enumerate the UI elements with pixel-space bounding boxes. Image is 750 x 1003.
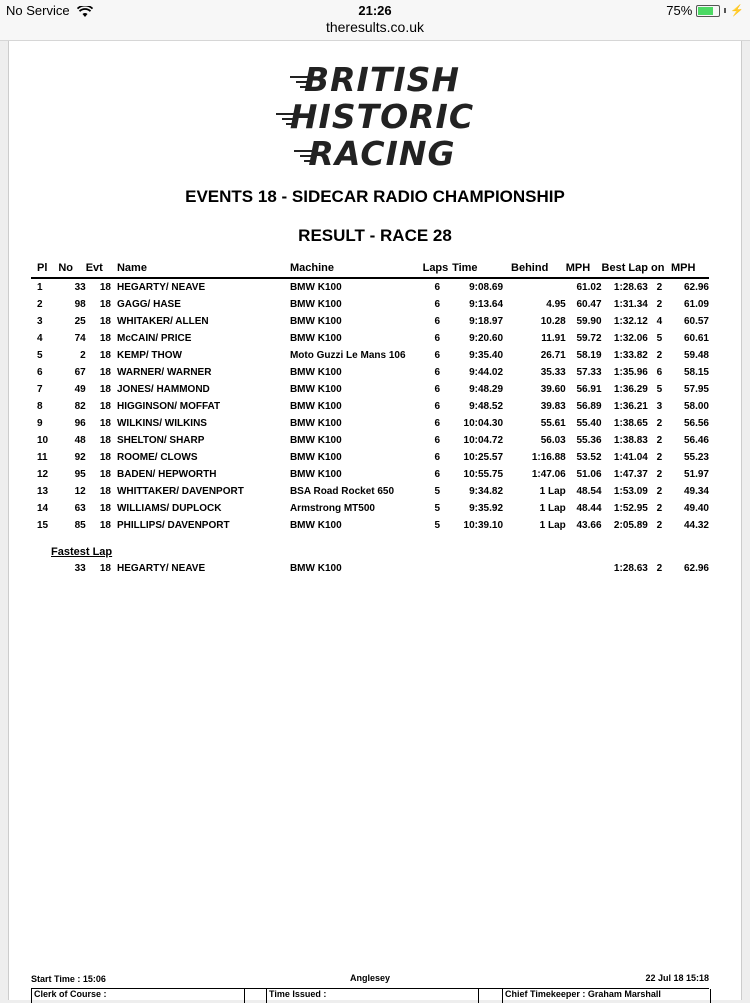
cell-evt: 18	[99, 503, 111, 514]
fastest-lap-table	[31, 560, 709, 577]
carrier-label: No Service	[6, 3, 70, 18]
cell-on: 2	[656, 486, 663, 497]
address-bar[interactable]: theresults.co.uk	[325, 19, 425, 35]
cell-mph: 60.47	[576, 299, 602, 310]
results-body	[31, 278, 709, 534]
cell-name: JONES/ HAMMOND	[116, 384, 210, 395]
table-row	[31, 296, 709, 313]
cell-best-lap: 2:05.89	[613, 520, 648, 531]
clerk-of-course: Clerk of Course :	[31, 989, 239, 1003]
cell-time: 9:13.64	[469, 299, 504, 310]
cell-name: HIGGINSON/ MOFFAT	[116, 401, 221, 412]
cell-best-lap: 1:33.82	[613, 350, 648, 361]
cell-no: 67	[74, 367, 86, 378]
cell-behind: 39.83	[540, 401, 566, 412]
cell-best-lap: 1:28.63	[613, 282, 648, 293]
cell-pl: 6	[37, 367, 43, 378]
cell-best-mph: 60.61	[683, 333, 709, 344]
cell-name: SHELTON/ SHARP	[116, 435, 205, 446]
cell-mph: 59.90	[576, 316, 602, 327]
col-time: Time	[452, 261, 511, 278]
cell-behind: 4.95	[546, 299, 566, 310]
cell-laps: 6	[434, 418, 441, 429]
cell-machine: BSA Road Rocket 650	[289, 486, 395, 497]
table-row	[31, 278, 709, 296]
cell-best-lap: 1:53.09	[613, 486, 648, 497]
cell-best-mph: 58.15	[683, 367, 709, 378]
logo-line-2: HISTORIC	[9, 98, 741, 135]
venue: Anglesey	[349, 973, 391, 983]
cell-behind: 1:47.06	[531, 469, 566, 480]
cell-evt: 18	[99, 367, 111, 378]
cell-behind: 55.61	[540, 418, 566, 429]
cell-pl: 15	[37, 520, 49, 531]
cell-no: 2	[80, 350, 86, 361]
cell-best-mph: 61.09	[683, 299, 709, 310]
cell-name: ROOME/ CLOWS	[116, 452, 198, 463]
cell-evt: 18	[99, 452, 111, 463]
cell-name: WHITAKER/ ALLEN	[116, 316, 209, 327]
cell-no: 95	[74, 469, 86, 480]
cell-name: WILLIAMS/ DUPLOCK	[116, 503, 222, 514]
cell-no: 25	[74, 316, 86, 327]
cell-laps: 5	[434, 520, 441, 531]
cell-mph: 53.52	[576, 452, 602, 463]
cell-best-mph: 58.00	[683, 401, 709, 412]
cell-name: WILKINS/ WILKINS	[116, 418, 207, 429]
cell-behind: 1 Lap	[539, 486, 566, 497]
page-title: EVENTS 18 - SIDECAR RADIO CHAMPIONSHIP	[185, 187, 565, 206]
cell-evt: 18	[99, 282, 111, 293]
cell-time: 9:35.92	[469, 503, 504, 514]
cell-behind: 26.71	[540, 350, 566, 361]
cell-time: 9:08.69	[469, 282, 504, 293]
cell-machine: BMW K100	[289, 469, 342, 480]
cell-evt: 18	[99, 435, 111, 446]
cell-laps: 5	[434, 486, 441, 497]
cell-evt: 18	[99, 350, 111, 361]
cell-name: GAGG/ HASE	[116, 299, 181, 310]
table-row	[31, 415, 709, 432]
cell-time: 10:04.30	[463, 418, 504, 429]
cell-name: BADEN/ HEPWORTH	[116, 469, 217, 480]
cell-machine: BMW K100	[289, 299, 342, 310]
cell-mph: 55.40	[576, 418, 602, 429]
cell-mph: 56.89	[576, 401, 602, 412]
fastest-no: 33	[74, 563, 86, 574]
cell-laps: 6	[434, 367, 441, 378]
cell-pl: 7	[37, 384, 43, 395]
col-name: Name	[111, 261, 290, 278]
fastest-lap-row	[31, 560, 709, 577]
table-row	[31, 347, 709, 364]
cell-on: 2	[656, 299, 663, 310]
cell-pl: 9	[37, 418, 43, 429]
cell-pl: 11	[37, 452, 48, 463]
col-pl: Pl	[31, 261, 58, 278]
table-row	[31, 364, 709, 381]
cell-machine: Armstrong MT500	[289, 503, 375, 514]
fastest-best-lap: 1:28.63	[613, 563, 648, 574]
cell-machine: BMW K100	[289, 316, 342, 327]
cell-time: 9:20.60	[469, 333, 504, 344]
col-mph: MPH	[566, 261, 602, 278]
cell-behind: 35.33	[540, 367, 566, 378]
clock: 21:26	[358, 3, 392, 18]
cell-machine: BMW K100	[289, 282, 342, 293]
cell-best-lap: 1:36.29	[613, 384, 648, 395]
cell-pl: 5	[37, 350, 43, 361]
cell-laps: 6	[434, 299, 441, 310]
cell-no: 63	[74, 503, 86, 514]
cell-behind: 39.60	[540, 384, 566, 395]
cell-on: 4	[656, 316, 663, 327]
chief-timekeeper: Chief Timekeeper : Graham Marshall	[502, 989, 711, 1003]
cell-pl: 4	[37, 333, 43, 344]
cell-name: KEMP/ THOW	[116, 350, 182, 361]
page-subtitle: RESULT - RACE 28	[298, 226, 452, 245]
table-row	[31, 466, 709, 483]
cell-machine: BMW K100	[289, 520, 342, 531]
cell-behind: 1:16.88	[531, 452, 566, 463]
cell-evt: 18	[99, 520, 111, 531]
cell-best-mph: 44.32	[683, 520, 709, 531]
cell-time: 9:48.52	[469, 401, 504, 412]
cell-time: 9:48.29	[469, 384, 504, 395]
battery-tip	[724, 8, 726, 13]
battery-level	[698, 7, 713, 15]
cell-best-mph: 51.97	[683, 469, 709, 480]
col-laps: Laps	[423, 261, 452, 278]
cell-pl: 14	[37, 503, 49, 514]
fastest-on: 2	[656, 563, 663, 574]
cell-mph: 51.06	[576, 469, 602, 480]
cell-behind	[511, 278, 566, 296]
cell-best-mph: 59.48	[683, 350, 709, 361]
cell-mph: 58.19	[576, 350, 602, 361]
cell-evt: 18	[99, 299, 111, 310]
cell-on: 2	[656, 435, 663, 446]
cell-on: 5	[656, 384, 663, 395]
cell-evt: 18	[99, 333, 111, 344]
cell-laps: 5	[434, 503, 441, 514]
table-row	[31, 517, 709, 534]
cell-best-lap: 1:52.95	[613, 503, 648, 514]
cell-mph: 59.72	[576, 333, 602, 344]
cell-mph: 48.54	[576, 486, 602, 497]
cell-laps: 6	[434, 469, 441, 480]
cell-laps: 6	[434, 401, 441, 412]
cell-behind: 10.28	[540, 316, 566, 327]
signature-spacer	[478, 989, 491, 1003]
cell-behind: 1 Lap	[539, 520, 566, 531]
fastest-evt: 18	[99, 563, 111, 574]
cell-laps: 6	[434, 350, 441, 361]
cell-name: PHILLIPS/ DAVENPORT	[116, 520, 230, 531]
cell-best-mph: 57.95	[683, 384, 709, 395]
cell-time: 9:35.40	[469, 350, 504, 361]
cell-time: 9:34.82	[469, 486, 504, 497]
cell-laps: 6	[434, 384, 441, 395]
cell-best-lap: 1:32.12	[613, 316, 648, 327]
cell-mph: 61.02	[576, 282, 602, 293]
cell-mph: 56.91	[576, 384, 602, 395]
cell-best-lap: 1:38.65	[613, 418, 648, 429]
cell-name: WHITTAKER/ DAVENPORT	[116, 486, 244, 497]
fastest-machine: BMW K100	[289, 563, 342, 574]
col-behind: Behind	[511, 261, 566, 278]
cell-time: 10:39.10	[463, 520, 504, 531]
print-date: 22 Jul 18 15:18	[645, 973, 709, 983]
cell-evt: 18	[99, 486, 111, 497]
cell-no: 48	[74, 435, 86, 446]
table-row	[31, 483, 709, 500]
charging-icon: ⚡	[730, 5, 744, 17]
cell-no: 92	[74, 452, 86, 463]
logo-line-3: RACING	[9, 135, 741, 172]
cell-time: 9:44.02	[469, 367, 504, 378]
cell-machine: BMW K100	[289, 333, 342, 344]
table-row	[31, 500, 709, 517]
cell-no: 33	[74, 282, 86, 293]
signature-spacer	[244, 989, 257, 1003]
cell-evt: 18	[99, 401, 111, 412]
cell-machine: BMW K100	[289, 384, 342, 395]
col-evt: Evt	[86, 261, 111, 278]
cell-best-mph: 55.23	[683, 452, 709, 463]
cell-best-mph: 62.96	[683, 282, 709, 293]
cell-on: 3	[656, 401, 663, 412]
cell-on: 2	[656, 452, 663, 463]
table-row	[31, 313, 709, 330]
cell-pl: 13	[37, 486, 49, 497]
cell-no: 74	[74, 333, 86, 344]
cell-machine: BMW K100	[289, 401, 342, 412]
cell-pl: 10	[37, 435, 49, 446]
cell-machine: Moto Guzzi Le Mans 106	[289, 350, 406, 361]
cell-best-mph: 60.57	[683, 316, 709, 327]
cell-no: 12	[74, 486, 86, 497]
cell-no: 96	[74, 418, 86, 429]
cell-laps: 6	[434, 452, 441, 463]
col-machine: Machine	[290, 261, 423, 278]
cell-mph: 55.36	[576, 435, 602, 446]
cell-mph: 48.44	[576, 503, 602, 514]
cell-laps: 6	[434, 435, 441, 446]
cell-on: 5	[656, 333, 663, 344]
results-table	[31, 261, 709, 534]
battery-status	[666, 3, 744, 18]
cell-on: 2	[656, 350, 663, 361]
cell-machine: BMW K100	[289, 418, 342, 429]
cell-evt: 18	[99, 469, 111, 480]
cell-machine: BMW K100	[289, 452, 342, 463]
cell-on: 2	[656, 503, 663, 514]
cell-name: WARNER/ WARNER	[116, 367, 212, 378]
battery-percent: 75%	[666, 3, 693, 18]
cell-best-mph: 49.40	[683, 503, 709, 514]
cell-best-lap: 1:38.83	[613, 435, 648, 446]
col-no: No	[58, 261, 85, 278]
cell-no: 49	[74, 384, 86, 395]
cell-time: 9:18.97	[469, 316, 504, 327]
cell-best-mph: 49.34	[683, 486, 709, 497]
results-document	[8, 41, 742, 1000]
cell-machine: BMW K100	[289, 367, 342, 378]
cell-laps: 6	[434, 333, 441, 344]
col-best-lap-on: Best Lap on	[602, 261, 671, 278]
cell-name: HEGARTY/ NEAVE	[116, 282, 206, 293]
bhr-logo	[9, 61, 741, 172]
cell-behind: 1 Lap	[539, 503, 566, 514]
cell-evt: 18	[99, 418, 111, 429]
cell-mph: 43.66	[576, 520, 602, 531]
time-issued: Time Issued :	[266, 989, 469, 1003]
col-best-mph: MPH	[671, 261, 709, 278]
cell-name: McCAIN/ PRICE	[116, 333, 192, 344]
cell-pl: 3	[37, 316, 43, 327]
cell-evt: 18	[99, 316, 111, 327]
cell-time: 10:04.72	[463, 435, 504, 446]
cell-time: 10:25.57	[463, 452, 504, 463]
cell-pl: 8	[37, 401, 43, 412]
cell-best-lap: 1:32.06	[613, 333, 648, 344]
cell-mph: 57.33	[576, 367, 602, 378]
table-row	[31, 330, 709, 347]
cell-on: 2	[656, 418, 663, 429]
fastest-mph: 62.96	[683, 563, 709, 574]
cell-no: 98	[74, 299, 86, 310]
cell-best-lap: 1:47.37	[613, 469, 648, 480]
fastest-lap-heading: Fastest Lap	[51, 546, 113, 558]
cell-pl: 12	[37, 469, 49, 480]
battery-icon	[696, 5, 720, 17]
cell-best-lap: 1:36.21	[613, 401, 648, 412]
cell-best-lap: 1:41.04	[613, 452, 648, 463]
cell-machine: BMW K100	[289, 435, 342, 446]
cell-pl: 2	[37, 299, 43, 310]
cell-evt: 18	[99, 384, 111, 395]
cell-no: 85	[74, 520, 86, 531]
cell-on: 2	[656, 520, 663, 531]
table-row	[31, 381, 709, 398]
cell-best-mph: 56.56	[683, 418, 709, 429]
start-time: Start Time : 15:06	[31, 974, 106, 984]
signature-row	[31, 988, 709, 1003]
cell-best-lap: 1:35.96	[613, 367, 648, 378]
table-row	[31, 449, 709, 466]
cell-laps: 6	[434, 282, 441, 293]
cell-on: 6	[656, 367, 663, 378]
cell-best-lap: 1:31.34	[613, 299, 648, 310]
cell-laps: 6	[434, 316, 441, 327]
logo-line-1: BRITISH	[9, 61, 741, 98]
cell-on: 2	[656, 282, 663, 293]
cell-no: 82	[74, 401, 86, 412]
cell-behind: 11.91	[541, 333, 566, 344]
table-row	[31, 398, 709, 415]
cell-behind: 56.03	[540, 435, 566, 446]
cell-best-mph: 56.46	[683, 435, 709, 446]
table-row	[31, 432, 709, 449]
fastest-name: HEGARTY/ NEAVE	[116, 563, 206, 574]
cell-on: 2	[656, 469, 663, 480]
table-header	[31, 261, 709, 278]
cell-pl: 1	[37, 282, 43, 293]
cell-time: 10:55.75	[463, 469, 504, 480]
status-bar	[0, 0, 750, 41]
